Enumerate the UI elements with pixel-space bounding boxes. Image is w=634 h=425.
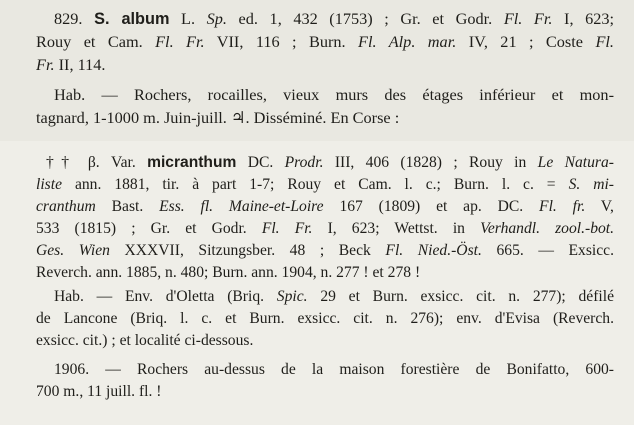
variety-line-4 [36, 219, 614, 239]
variety-line-6: Reverch. ann. 1885, n. 480; Burn. ann. 1904, n. 277 ! et 278 ! [36, 264, 421, 281]
work-title: Fl. Nied.-Öst. [385, 242, 482, 259]
work-title: Fl. Fr. [261, 220, 313, 237]
author: Bast. [111, 198, 144, 215]
author: L. [181, 9, 196, 28]
citation-text: VII, 116 ; Burn. [216, 32, 346, 51]
citation-text: 533 (1815) ; Gr. et Godr. [36, 220, 247, 237]
citation-text: ed. 1, 432 (1753) ; Gr. et Godr. [238, 9, 493, 28]
citation-text: 167 (1809) et ap. DC. [339, 198, 524, 215]
observation-line-2: 700 m., 11 juill. fl. ! [36, 383, 162, 400]
citation-text: III, 406 (1828) ; Rouy in [334, 154, 527, 171]
work-title: Prodr. [284, 154, 324, 171]
variety-marker: †† β. Var. [46, 154, 136, 171]
entry-829-block [0, 0, 634, 141]
habitat-line-1: Hab. — Rochers, rocailles, vieux murs des étages inférieur et mon- [54, 85, 614, 104]
variety-micranthum-block [0, 141, 634, 425]
synonym-name: S. mi- [568, 176, 614, 193]
entry-number: 829. [54, 9, 83, 28]
citation-text: ann. 1881, tir. à part 1-7; Rouy et Cam. l. c.; Burn. l. c. = [74, 176, 556, 193]
entry-829-line-1 [54, 9, 614, 29]
citation-text: I, 623; Wettst. in [327, 220, 465, 237]
synonym-name: cranthum [36, 198, 96, 215]
variety-habitat-line-1 [54, 287, 614, 307]
variety-name: micranthum [147, 154, 237, 171]
work-title: liste [36, 176, 62, 193]
observation-line-1: 1906. — Rochers au-dessus de la maison forestière de Bonifatto, 600- [54, 361, 614, 378]
habitat-text: 29 et Burn. exsicc. cit. n. 277); défilé [320, 288, 614, 305]
work-title: Ges. Wien [36, 242, 110, 259]
work-title: Verhandl. zool.-bot. [480, 220, 614, 237]
variety-line-2 [36, 175, 614, 195]
work-title: Fl. [595, 32, 614, 51]
author: DC. [247, 154, 274, 171]
species-name: S. album [94, 10, 170, 28]
work-title: Ess. fl. Maine-et-Loire [159, 198, 324, 215]
variety-habitat-line-3: exsicc. cit.) ; et localité ci-dessous. [36, 332, 254, 349]
work-title: Sp. [206, 9, 227, 28]
citation-text: XXXVII, Sitzungsber. 48 ; Beck [124, 242, 371, 259]
citation-text: IV, 21 ; Coste [468, 32, 584, 51]
citation-text: Rouy et Cam. [36, 32, 143, 51]
habitat-text: Hab. — Env. d'Oletta (Briq. [54, 288, 265, 305]
citation-text: I, 623; [564, 9, 614, 28]
citation-text: V, [600, 198, 614, 215]
citation-text: II, 114. [58, 55, 106, 74]
variety-line-3 [36, 197, 614, 217]
work-title: Spic. [276, 288, 308, 305]
citation-text: 665. — Exsicc. [496, 242, 614, 259]
work-title: Fr. [36, 55, 55, 74]
variety-line-1 [46, 153, 614, 173]
work-title: Fl. Alp. mar. [358, 32, 457, 51]
variety-line-5 [36, 241, 614, 261]
work-title: Le Natura- [537, 154, 614, 171]
variety-habitat-line-2: de Lancone (Briq. l. c. et Burn. exsicc. cit. n. 276); env. d'Evisa (Reverch. [36, 310, 614, 327]
work-title: Fl. Fr. [155, 32, 205, 51]
entry-829-line-2 [36, 32, 614, 52]
work-title: Fl. Fr. [503, 9, 553, 28]
work-title: Fl. fr. [539, 198, 586, 215]
habitat-line-2: tagnard, 1-1000 m. Juin-juill. ♃. Disséminé. En Corse : [36, 108, 400, 127]
entry-829-line-3 [36, 55, 614, 75]
